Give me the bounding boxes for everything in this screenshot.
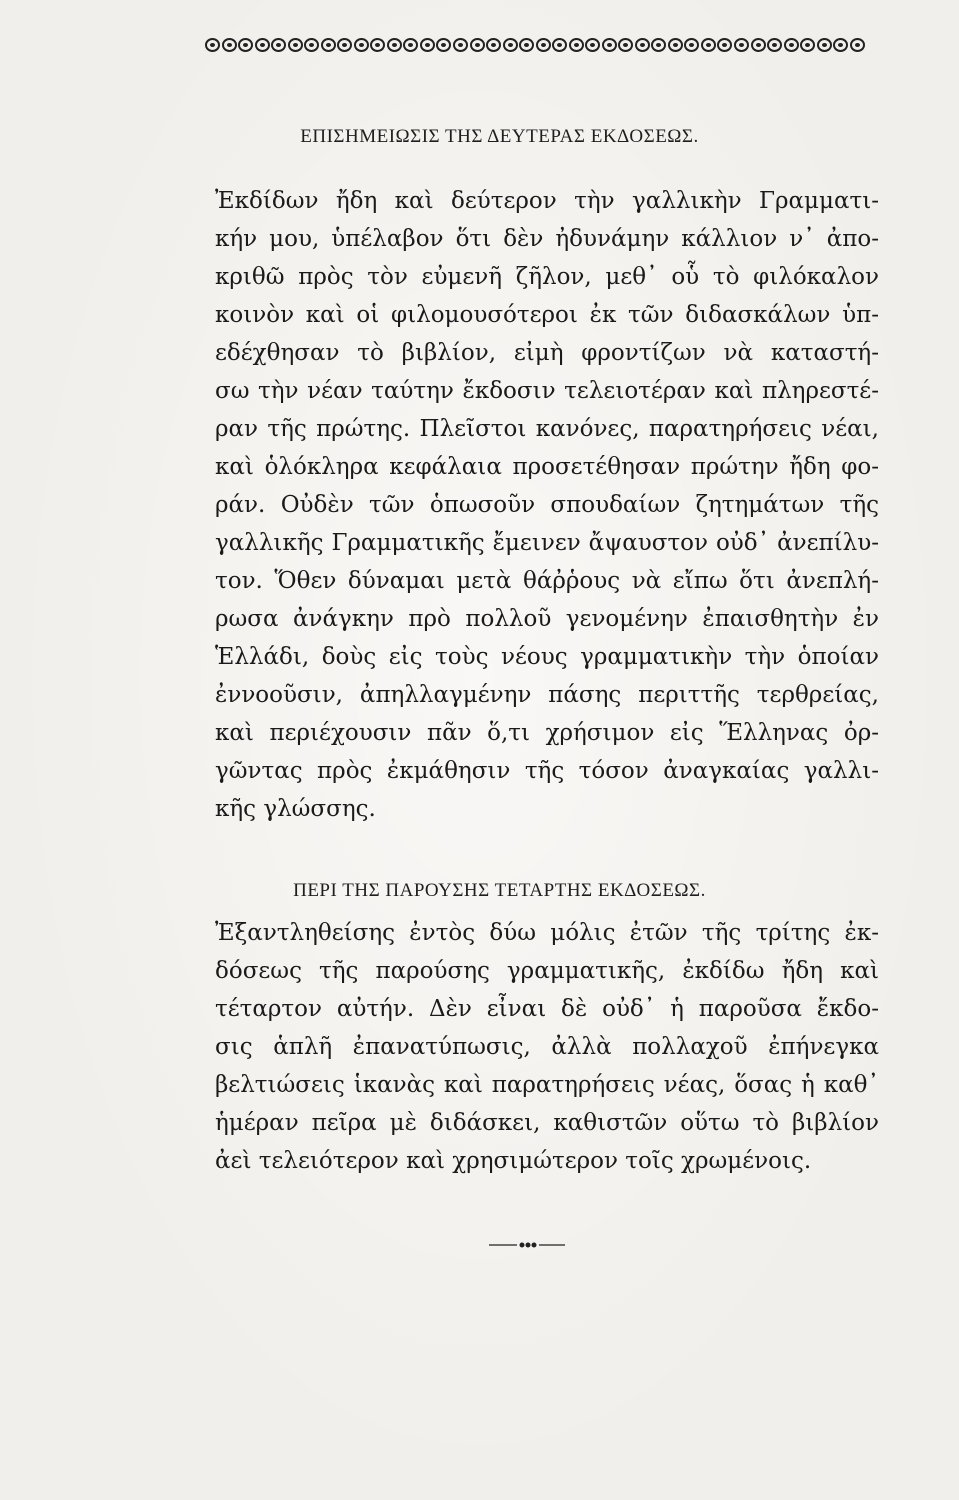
fleuron-icon: [684, 38, 699, 52]
fleuron-icon: [420, 38, 435, 52]
fleuron-icon: [337, 38, 352, 52]
fleuron-icon: [784, 38, 799, 52]
text-line: Ἐξαντληθείσης ἐντὸς δύω μόλις ἐτῶν τῆς τρίτης ἐκ-: [215, 920, 879, 946]
fleuron-icon: [651, 38, 666, 52]
fleuron-icon: [321, 38, 336, 52]
text-line: τον. Ὅθεν δύναμαι μετὰ θάῤῥους νὰ εἴπω ὅτι ἀνεπλή-: [215, 568, 879, 594]
header-ornament-band: [205, 36, 865, 54]
fleuron-icon: [602, 38, 617, 52]
fleuron-icon: [552, 38, 567, 52]
text-line: Ἑλλάδι, δοὺς εἰς τοὺς νέους γραμματικὴν τὴν ὁποίαν: [215, 644, 879, 670]
fleuron-icon: [503, 38, 518, 52]
heading-fourth-edition: ΠΕΡΙ ΤΗΣ ΠΑΡΟΥΣΗΣ ΤΕΤΑΡΤΗΣ ΕΚΔΟΣΕΩΣ.: [293, 880, 706, 901]
fleuron-icon: [436, 38, 451, 52]
text-line: κῆς γλώσσης.: [215, 796, 376, 822]
fleuron-icon: [701, 38, 716, 52]
fleuron-icon: [486, 38, 501, 52]
fleuron-icon: [222, 38, 237, 52]
text-line: κήν μου, ὑπέλαβον ὅτι δὲν ἠδυνάμην κάλλιον ν᾽ ἀπο-: [215, 226, 879, 252]
fleuron-icon: [585, 38, 600, 52]
fleuron-icon: [635, 38, 650, 52]
text-line: ραν τῆς πρώτης. Πλεῖστοι κανόνες, παρατηρήσεις νέαι,: [215, 416, 879, 442]
paragraph-second-edition: [215, 182, 879, 828]
fleuron-icon: [569, 38, 584, 52]
text-line: τέταρτον αὐτήν. Δὲν εἶναι δὲ οὐδ᾽ ἡ παροῦσα ἔκδο-: [215, 996, 879, 1022]
text-line: σω τὴν νέαν ταύτην ἔκδοσιν τελειοτέραν καὶ πληρεστέ-: [215, 378, 879, 404]
text-line: σις ἁπλῆ ἐπανατύπωσις, ἀλλὰ πολλαχοῦ ἐπήνεγκα: [215, 1034, 879, 1060]
fleuron-icon: [453, 38, 468, 52]
text-line: εδέχθησαν τὸ βιβλίον, εἰμὴ φροντίζων νὰ καταστή-: [215, 340, 879, 366]
fleuron-icon: [767, 38, 782, 52]
fleuron-icon: [271, 38, 286, 52]
text-line: ράν. Οὐδὲν τῶν ὁπωσοῦν σπουδαίων ζητημάτων τῆς: [215, 492, 879, 518]
fleuron-icon: [255, 38, 270, 52]
heading-second-edition-note: ΕΠΙΣΗΜΕΙΩΣΙΣ ΤΗΣ ΔΕΥΤΕΡΑΣ ΕΚΔΟΣΕΩΣ.: [300, 126, 699, 147]
fleuron-icon: [618, 38, 633, 52]
text-line: δόσεως τῆς παρούσης γραμματικῆς, ἐκδίδω ἤδη καὶ: [215, 958, 879, 984]
fleuron-icon: [717, 38, 732, 52]
text-line: γῶντας πρὸς ἐκμάθησιν τῆς τόσον ἀναγκαίας γαλλι-: [215, 758, 879, 784]
text-line: ἀεὶ τελειότερον καὶ χρησιμώτερον τοῖς χρωμένοις.: [215, 1148, 812, 1174]
fleuron-icon: [519, 38, 534, 52]
text-line: καὶ ὁλόκληρα κεφάλαια προσετέθησαν πρώτην ἤδη φο-: [215, 454, 879, 480]
text-line: καὶ περιέχουσιν πᾶν ὅ,τι χρήσιμον εἰς Ἕλληνας ὀρ-: [215, 720, 879, 746]
text-line: γαλλικῆς Γραμματικῆς ἔμεινεν ἄψαυστον οὐδ᾽ ἀνεπίλυ-: [215, 530, 879, 556]
fleuron-icon: [288, 38, 303, 52]
text-line: βελτιώσεις ἱκανὰς καὶ παρατηρήσεις νέας, ὅσας ἡ καθ᾽: [215, 1072, 879, 1098]
fleuron-icon: [470, 38, 485, 52]
fleuron-icon: [403, 38, 418, 52]
fleuron-icon: [817, 38, 832, 52]
fleuron-icon: [370, 38, 385, 52]
text-line: ρωσα ἀνάγκην πρὸ πολλοῦ γενομένην ἐπαισθητὴν ἐν: [215, 606, 879, 632]
text-line: ἡμέραν πεῖρα μὲ διδάσκει, καθιστῶν οὕτω τὸ βιβλίον: [215, 1110, 879, 1136]
text-line: κριθῶ πρὸς τὸν εὐμενῆ ζῆλον, μεθ᾽ οὗ τὸ φιλόκαλον: [215, 264, 879, 290]
fleuron-icon: [304, 38, 319, 52]
fleuron-icon: [668, 38, 683, 52]
text-line: ἐννοοῦσιν, ἀπηλλαγμένην πάσης περιττῆς τερθρείας,: [215, 682, 879, 708]
fleuron-icon: [387, 38, 402, 52]
tailpiece-ornament: [487, 1240, 567, 1250]
fleuron-icon: [354, 38, 369, 52]
fleuron-icon: [238, 38, 253, 52]
fleuron-icon: [734, 38, 749, 52]
paragraph-fourth-edition: [215, 914, 879, 1180]
fleuron-icon: [833, 38, 848, 52]
fleuron-icon: [536, 38, 551, 52]
text-line: κοινὸν καὶ οἱ φιλομουσότεροι ἐκ τῶν διδασκάλων ὑπ-: [215, 302, 879, 328]
fleuron-icon: [205, 38, 220, 52]
fleuron-icon: [800, 38, 815, 52]
text-line: Ἐκδίδων ἤδη καὶ δεύτερον τὴν γαλλικὴν Γραμματι-: [215, 188, 879, 214]
fleuron-icon: [751, 38, 766, 52]
fleuron-icon: [850, 38, 865, 52]
